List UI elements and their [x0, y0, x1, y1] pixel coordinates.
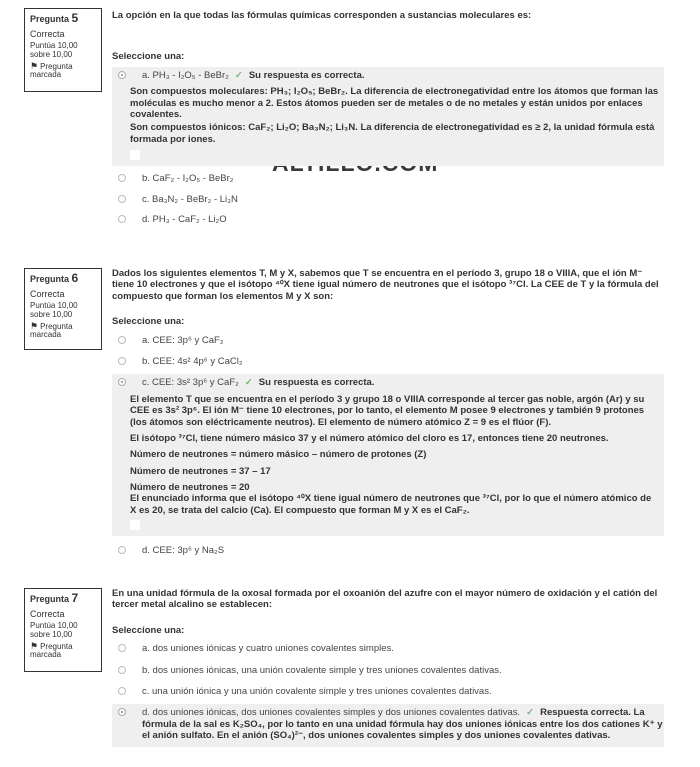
question-content [112, 588, 664, 747]
answer-option-a[interactable]: a. CEE: 3p⁶ y CaF₂ [112, 332, 664, 349]
question-state: Correcta [30, 608, 65, 619]
question-text: Dados los siguientes elementos T, M y X, sabemos que T se encuentra en el período 3, grupo 18 o VIIIA, que el ión M⁻ tiene 10 electrones y que el isótopo ⁴⁰X tiene igual número de neutrones que el isótopo ³⁷Cl. La CEE de T y la fórmula del compuesto que forman los elementos M y X son: [112, 268, 659, 302]
answer-option-d[interactable]: d. CEE: 3p⁶ y Na₂S [112, 542, 664, 559]
question-state: Correcta [30, 288, 65, 299]
radio-button[interactable] [118, 644, 126, 652]
check-icon: ✓ [526, 707, 535, 719]
answer-option-b[interactable]: b. dos uniones iónicas, una unión covalente simple y tres uniones covalentes dativas. [112, 662, 664, 679]
check-icon: ✓ [234, 69, 243, 81]
check-icon: ✓ [244, 377, 253, 389]
answer-option-b[interactable]: b. CEE: 4s² 4p⁶ y CaCl₂ [112, 353, 664, 370]
feedback-text: Respuesta correcta. La fórmula de la sal es K₂SO₄, por lo tanto en una unidad fórmula hay dos uniones iónicas entre los dos cationes K⁺ y el anión sulfato. En el anión (SO₄)²⁻, dos uniones covalentes simples y dos uniones covalentes dativas. [142, 707, 663, 742]
radio-button[interactable] [118, 378, 126, 386]
radio-button[interactable] [118, 215, 126, 223]
radio-button[interactable] [118, 546, 126, 554]
flag-icon: ⚑ [30, 60, 39, 71]
question-state: Correcta [30, 28, 65, 39]
flag-icon: ⚑ [30, 640, 39, 651]
question-info [24, 8, 102, 92]
explanation [112, 84, 664, 166]
answer-option-d[interactable]: d. dos uniones iónicas, dos uniones covalentes simples y dos uniones covalentes dativas. ✓ Respuesta correcta. La fórmula de la sal es K₂SO₄, por lo tanto en una unidad fórmula hay dos uniones iónicas entre los dos cationes K⁺ y el anión sulfato. En el anión (SO₄)²⁻, dos uniones covalentes simples y dos uniones covalentes dativas. [112, 704, 664, 746]
radio-button[interactable] [118, 687, 126, 695]
answer-option-d[interactable]: d. PH₃ - CaF₂ - Li₂O [112, 211, 664, 228]
answer-option-c[interactable]: c. Ba₃N₂ - BeBr₂ - Li₃N [112, 191, 664, 208]
answer-option-c[interactable]: c. una unión iónica y una unión covalente simple y tres uniones covalentes dativas. [112, 683, 664, 700]
answer-option-c[interactable]: c. CEE: 3s² 3p⁶ y CaF₂ ✓ Su respuesta es correcta. [112, 374, 664, 391]
radio-button[interactable] [118, 174, 126, 182]
question-number: Pregunta 7 [30, 591, 79, 605]
flag-question-link[interactable]: ⚑ Pregunta marcada [30, 640, 73, 660]
question-text: En una unidad fórmula de la oxosal formada por el oxoanión del azufre con el mayor número de oxidación y el catión del tercer metal alcalino se establecen: [112, 588, 658, 611]
answer-option-b[interactable]: b. CaF₂ - I₂O₅ - BeBr₂ [112, 170, 664, 187]
explanation-paragraph: Son compuestos moleculares: PH₃; I₂O₅; BeBr₂. La diferencia de electronegatividad entre los átomos que forman las moléculas es mucho menor a 2. Estos átomos pueden ser de metales o de no metales y están unidos por enlaces covalentes. [130, 86, 659, 120]
answer-option-a[interactable]: a. PH₃ - I₂O₅ - BeBr₂ ✓ Su respuesta es correcta. [112, 67, 664, 84]
explanation-paragraph: El isótopo ³⁷Cl, tiene número másico 37 y el número atómico del cloro es 17, entonces tiene 20 neutrones. [130, 432, 609, 444]
radio-button[interactable] [118, 357, 126, 365]
explanation-paragraph: Número de neutrones = 37 – 17 [130, 465, 271, 477]
explanation-paragraph: Número de neutrones = número másico – número de protones (Z) [130, 449, 427, 461]
radio-button[interactable] [118, 708, 126, 716]
feedback-box [130, 150, 140, 160]
radio-button[interactable] [118, 666, 126, 674]
radio-button[interactable] [118, 195, 126, 203]
question-grade: Puntúa 10,00 sobre 10,00 [30, 301, 78, 319]
answer-prompt: Seleccione una: [112, 51, 185, 63]
flag-question-link[interactable]: ⚑ Pregunta marcada [30, 60, 73, 80]
radio-button[interactable] [118, 71, 126, 79]
feedback-text: Su respuesta es correcta. [248, 69, 365, 81]
question-number: Pregunta 5 [30, 11, 79, 25]
answer-prompt: Seleccione una: [112, 624, 185, 636]
question-info [24, 268, 102, 350]
explanation-paragraph: El elemento T que se encuentra en el período 3 y grupo 18 o VIIIA corresponde al tercer gas noble, argón (Ar) y su CEE es 3s² 3p⁶. El ión M⁻ tiene 10 electrones, por lo tanto, el elemento M posee 9 electrones y también 9 protones (los átomos son eléctricamente neutros). El elemento de número atómico Z = 9 es el flúor (F). [130, 393, 645, 428]
flag-icon: ⚑ [30, 320, 39, 331]
feedback-text: Su respuesta es correcta. [258, 377, 375, 389]
flag-question-link[interactable]: ⚑ Pregunta marcada [30, 320, 73, 340]
answer-option-a[interactable]: a. dos uniones iónicas y cuatro uniones covalentes simples. [112, 640, 664, 657]
question-number: Pregunta 6 [30, 271, 79, 285]
question-grade: Puntúa 10,00 sobre 10,00 [30, 41, 78, 59]
question-grade: Puntúa 10,00 sobre 10,00 [30, 621, 78, 639]
explanation [112, 392, 664, 537]
explanation-paragraph: Son compuestos iónicos: CaF₂; Li₂O; Ba₃N₂; Li₃N. La diferencia de electronegatividad es ≥ 2, la unidad fórmula está formada por iones. [130, 122, 655, 145]
question-content [112, 268, 664, 560]
question-info [24, 588, 102, 672]
answer-prompt: Seleccione una: [112, 316, 185, 328]
explanation-paragraph: Número de neutrones = 20 El enunciado informa que el isótopo ⁴⁰X tiene igual número de neutrones que ³⁷Cl, por lo que el número atómico de X es 20, se trata del calcio (Ca). El compuesto que forman M y X es el CaF₂. [130, 482, 652, 516]
radio-button[interactable] [118, 336, 126, 344]
question-text: La opción en la que todas las fórmulas químicas corresponden a sustancias moleculares es: [112, 10, 532, 21]
feedback-box [130, 520, 140, 530]
question-content [112, 10, 664, 228]
